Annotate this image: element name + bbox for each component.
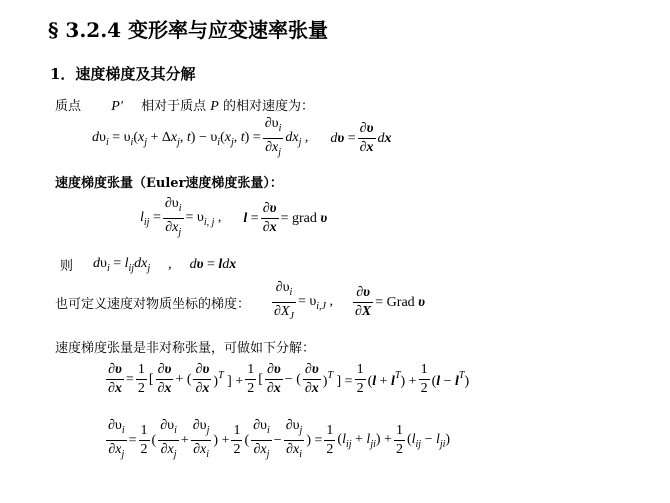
equation-relative-velocity: $d\upsilon_i = \upsilon_i(x_j + \Delta x_j$, $t) - \upsilon_i(x_j$, t) = $\frac{\partial\upsilon_i}{\partial x_j}$ $dx_j$ , dυ = $\frac{\partial\upsilon}{\partial x}$ dx [92, 116, 392, 158]
Grad-operator: Grad [386, 294, 415, 310]
gradient-tensor-heading: 速度梯度张量（Euler速度梯度张量）： [55, 176, 283, 191]
equation-decomposition-index: $\frac{\partial\upsilon_i}{\partial x_j}$ = $\frac{1}{2}$ ( $\frac{\partial\upsilon_i}{\partial x_j}$ + $\frac{\partial\upsilon_j}{\partial x_i}$ ) + $\frac{1}{2}$ ( $\frac{\partial\upsilon_i}{\partial x_j}$ − $\frac{\partial\upsilon_j}{\partial x_i}$ ) = $\frac{1}{2}$ $(l_{ij} + l_{ji})$ + $\frac{1}{2}$ $(l_{ij} - l_{ji})$ [108, 418, 451, 460]
point-p: P [210, 99, 219, 114]
grad-operator: grad [292, 210, 317, 226]
intro-line [55, 95, 314, 115]
equation-decomposition-tensor: $\frac{\partial\upsilon}{\partial x}$ = $\frac{1}{2}$ [ $\frac{\partial\upsilon}{\partial x}$ + ( $\frac{\partial\upsilon}{\partial x}$ )$^T$ ] + $\frac{1}{2}$ [ $\frac{\partial\upsilon}{\partial x}$ − ( $\frac{\partial\upsilon}{\partial x}$ )$^T$ ] = $\frac{1}{2}$ $(l + l^T)$ + $\frac{1}{2}$ $(l - l^T)$ [108, 362, 470, 396]
material-text: 也可定义速度对物质坐标的梯度： [55, 297, 251, 312]
material-gradient-line: 也可定义速度对物质坐标的梯度： $\frac{\partial\upsilon_i}{\partial X_J}$ = $\upsilon_{i,J}$ , $\frac{\partial\upsilon}{\partial X}$ = Grad υ [55, 280, 426, 322]
then-label: 则 [60, 259, 74, 274]
section-heading: 1．速度梯度及其分解 [50, 65, 196, 83]
intro-prefix: 质点 [55, 99, 82, 114]
decomposition-text: 速度梯度张量是非对称张量，可做如下分解： [55, 341, 316, 356]
page-title: § 3.2.4 变形率与应变速率张量 [48, 18, 329, 42]
point-p-prime: P' [111, 99, 123, 114]
intro-mid: 相对于质点 [141, 99, 207, 114]
equation-velocity-gradient: $l_{ij}$ = $\frac{\partial\upsilon_i}{\partial x_j}$ = $\upsilon_{i, j}$ , l = $\frac{\partial\upsilon}{\partial x}$ = grad υ [140, 196, 328, 238]
equation-then: 则 $d\upsilon_i = l_{ij}dx_j$ , dυ = ldx [60, 255, 237, 274]
intro-suffix: 的相对速度为： [222, 99, 314, 114]
